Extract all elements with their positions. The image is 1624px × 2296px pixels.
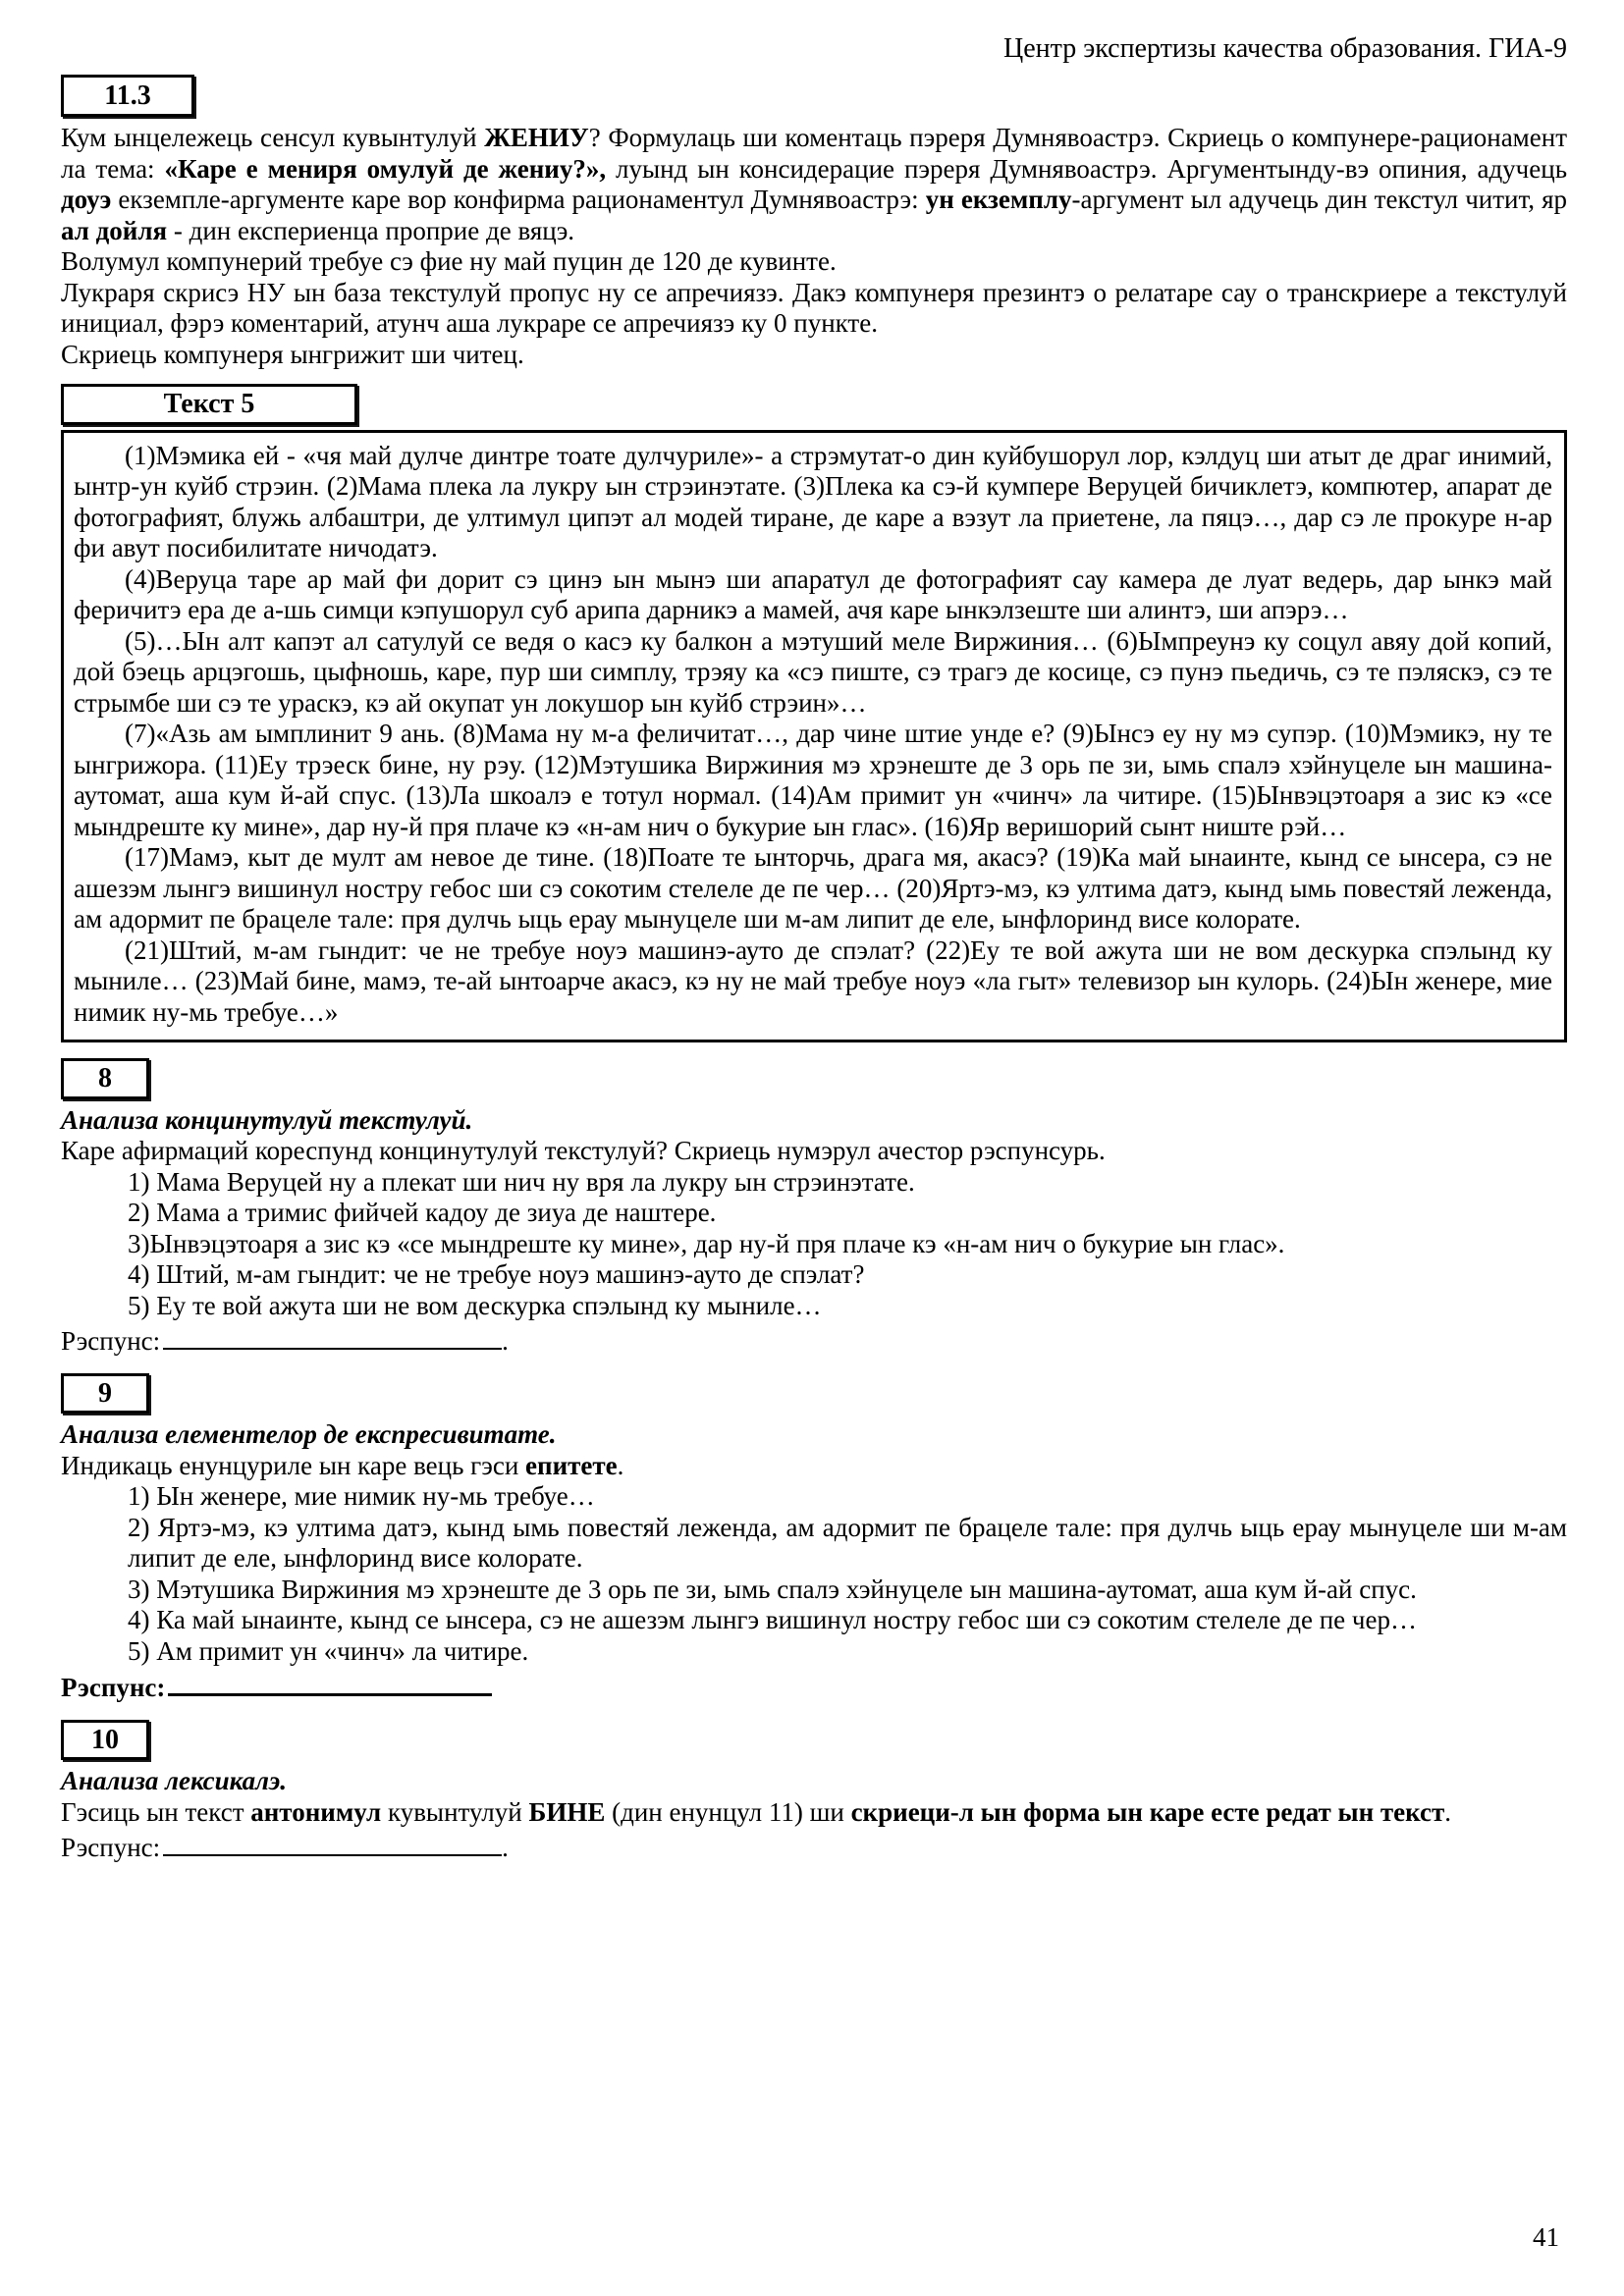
- question-segment: .: [1444, 1796, 1452, 1827]
- task-11-3-volume-note: Волумул компунерий требуе сэ фие ну май пуцин де 120 де кувинте.: [61, 246, 837, 276]
- question-segment: кувынтулуй: [381, 1796, 529, 1827]
- task-8-option-1: 1) Мама Веруцей ну а плекат ши нич ну вря ла лукру ын стрэинэтате.: [128, 1166, 915, 1197]
- task-9-options: [61, 1481, 1567, 1667]
- task-9-option-5: 5) Ам примит ун «чинч» ла читире.: [128, 1635, 529, 1666]
- task-9-answer-blank: [168, 1670, 492, 1696]
- task-8-answer-line: [61, 1324, 1567, 1358]
- task-10-question: [61, 1797, 1567, 1829]
- text5-label-box: [61, 384, 357, 425]
- text5-paragraph-3: (5)…Ын алт капэт ал сатулуй се ведя о касэ ку балкон а мэтуший меле Виржиния… (6)Ымпреунэ ку соцул авяу дой копий, дой бэець арцэгошь, цыфношь, каре, пур ши симплу, трэяу ка «сэ пиште, сэ трагэ де косице, сэ пунэ пьедичь, сэ те пэляскэ, сэ те стрымбе ши сэ те ураскэ, кэ ай окупат ун локушор ын куйб стрэин»…: [74, 625, 1552, 718]
- task-9-title: Анализа елементелор де експресивитате.: [61, 1419, 557, 1449]
- task-8-question: Каре афирмаций кореспунд концинутулуй текстулуй? Скриець нумэрул ачестор рэспунсурь.: [61, 1136, 1106, 1165]
- task-8-answer-blank: [163, 1324, 502, 1350]
- prompt-segment: ? Формулаць ши коментаць пэреря Думнявоастрэ. Скриець о компунере-рационамент ла тема:: [61, 123, 1567, 184]
- task-9-number: 9: [98, 1377, 112, 1409]
- task-9-option-3: 3) Мэтушика Виржиния мэ хрэнеште де 3 орь пе зи, ымь спалэ хэйнуцеле ын машина-аутомат, аша кум й-ай спус.: [128, 1574, 1417, 1604]
- task-8-number: 8: [98, 1063, 112, 1094]
- text5-paragraph-5: (17)Мамэ, кыт де мулт ам невое де тине. (18)Поате те ынторчь, драга мя, акасэ? (19)Ка май ынаинте, кынд се ынсера, сэ не ашезэм лынгэ вишинул ностру гебос ши сэ сокотим стелеле де пе чер… (20)Яртэ-мэ, кэ ултима датэ, кынд ымь повестяй леженда, ам адормит пе брацеле тале: пря дулчь ыць ерау мынуцеле ши м-ам липит де еле, ынфлоринд висе колорате.: [74, 842, 1552, 934]
- question-segment: (дин енунцул 11) ши: [605, 1796, 851, 1827]
- text5-paragraph-1: (1)Мэмика ей - «чя май дулче динтре тоате дулчуриле»- а стрэмутат-о дин куйбушорул лор, кэлдуц ши атыт де драг инимий, ынтр-ун куйб стрэин. (2)Мама плека ла лукру ын стрэинэтате. (3)Плека ка сэ-й кумпере Веруцей бичиклетэ, компютер, апарат де фотографият, блужь албаштри, де ултимул ципэт ал модей тиране, де каре а вэзут ла приетене, ла пяцэ…, дар сэ ле прокуре н-ар фи авут посибилитате ничодатэ.: [74, 440, 1552, 562]
- text5-box: [61, 430, 1567, 1043]
- task-9-option-1: 1) Ын женере, мие нимик ну-мь требуе…: [128, 1481, 595, 1511]
- task-8-option-3: 3)Ынвэцэтоаря а зис кэ «се мындреште ку мине», дар ну-й пря плаче кэ «н-ам нич о букурие ын глас».: [128, 1228, 1285, 1258]
- question-segment: .: [617, 1450, 624, 1480]
- question-segment-bold: антонимул: [250, 1796, 382, 1827]
- question-segment-bold: БИНЕ: [528, 1796, 606, 1827]
- question-segment-bold: скриеци-л ын форма ын каре есте редат ын текст: [850, 1796, 1445, 1827]
- task-10-answer-line: [61, 1831, 1567, 1864]
- prompt-segment-bold: доуэ: [61, 185, 112, 214]
- text5-paragraph-2: (4)Веруца таре ар май фи дорит сэ цинэ ын мынэ ши апаратул де фотографият сау камера де луат ведерь, дар ынкэ май феричитэ ера де а-шь симци кэпушорул суб арипа дарникэ а мамей, ачя каре ынкэлзеште ши алинтэ, ши апэрэ…: [74, 563, 1552, 624]
- prompt-segment: -аргумент ыл адучець дин текстул читит, яр: [1071, 185, 1568, 214]
- task-8-answer-suffix: .: [502, 1326, 509, 1356]
- prompt-segment: луынд ын консидерацие пэреря Думнявоастрэ. Аргументынду-вэ опиния, адучець: [606, 153, 1568, 184]
- task-9-question: [61, 1451, 1567, 1482]
- prompt-segment-bold: «Каре е мениря омулуй де жениу?»,: [164, 153, 607, 184]
- prompt-segment-bold: ЖЕНИУ: [484, 123, 589, 152]
- task-10-title: Анализа лексикалэ.: [61, 1766, 287, 1795]
- task-8-answer-label: Рэспунс:: [61, 1326, 161, 1356]
- prompt-segment: - дин експериенца проприе де вяцэ.: [167, 215, 575, 245]
- task-11-3-number-box: [61, 75, 194, 118]
- page-number: 41: [1533, 2221, 1559, 2252]
- prompt-segment-bold: ун екземплу: [925, 185, 1072, 214]
- task-8-number-box: [61, 1058, 149, 1099]
- task-11-3-warning-note: Лукраря скрисэ НУ ын база текстулуй пропус ну се апречиязэ. Дакэ компунеря презинтэ о релатаре сау о транскриере а текстулуй инициал, фэрэ коментарий, атунч аша лукраре се апречиязэ ку 0 пункте.: [61, 277, 1567, 338]
- task-10-answer-label: Рэспунс:: [61, 1833, 161, 1862]
- task-8-title: Анализа концинутулуй текстулуй.: [61, 1104, 473, 1135]
- task-10-answer-suffix: .: [502, 1833, 509, 1862]
- task-8-option-4: 4) Штий, м-ам гындит: че не требуе ноуэ машинэ-ауто де спэлат?: [128, 1259, 865, 1289]
- question-segment: Индикаць енунцуриле ын каре вець гэси: [61, 1450, 526, 1480]
- question-segment: Гэсиць ын текст: [61, 1796, 251, 1827]
- task-10-number: 10: [91, 1724, 119, 1755]
- task-9-option-4: 4) Ка май ынаинте, кынд се ынсера, сэ не ашезэм лынгэ вишинул ностру гебос ши сэ сокотим стелеле де пе чер…: [128, 1605, 1417, 1634]
- task-8-options: [61, 1167, 1567, 1322]
- task-11-3-prompt: [61, 123, 1567, 246]
- task-8-option-2: 2) Мама а тримис фийчей кадоу де зиуа де наштере.: [128, 1198, 717, 1227]
- prompt-segment-bold: ал дойля: [61, 215, 168, 245]
- task-9-answer-label: Рэспунс:: [61, 1673, 166, 1702]
- task-8-option-5: 5) Еу те вой ажута ши не вом дескурка спэлынд ку мыниле…: [128, 1290, 822, 1320]
- prompt-segment: Кум ынцележець сенсул кувынтулуй: [61, 123, 485, 152]
- task-10-number-box: [61, 1720, 149, 1761]
- text5-label: Текст 5: [163, 389, 255, 419]
- task-10-answer-blank: [163, 1831, 502, 1856]
- task-11-3-neat-note: Скриець компунеря ынгрижит ши читец.: [61, 339, 524, 369]
- task-9-answer-line: [61, 1670, 1567, 1704]
- question-segment-bold: епитете: [525, 1450, 618, 1480]
- task-9-number-box: [61, 1373, 149, 1415]
- text5-paragraph-4: (7)«Азь ам ымплинит 9 ань. (8)Мама ну м-а феличитат…, дар чине штие унде е? (9)Ынсэ еу ну мэ супэр. (10)Мэмикэ, ну те ынгрижора. (11)Еу трэеск бине, ну рэу. (12)Мэтушика Виржиния мэ хрэнеште де 3 орь пе зи, ымь спалэ хэйнуцеле ын машина-аутомат, аша кум й-ай спус. (13)Ла шкоалэ е тотул нормал. (14)Ам примит ун «чинч» ла читире. (15)Ынвэцэтоаря а зис кэ «се мындреште ку мине», дар ну-й пря плаче кэ «н-ам нич о букурие ын глас». (16)Яр веришорий сынт ниште рэй…: [74, 719, 1552, 841]
- task-9-option-2: 2) Яртэ-мэ, кэ ултима датэ, кынд ымь повестяй леженда, ам адормит пе брацеле тале: пря дулчь ыць ерау мынуцеле ши м-ам липит де еле, ынфлоринд висе колорате.: [128, 1512, 1567, 1573]
- page-header: Центр экспертизы качества образования. ГИА-9: [1003, 33, 1567, 64]
- task-11-3-number: 11.3: [104, 80, 151, 111]
- prompt-segment: екземпле-аргументе каре вор конфирма рационаментул Думнявоастрэ:: [111, 185, 926, 214]
- text5-paragraph-6: (21)Штий, м-ам гындит: че не требуе ноуэ машинэ-ауто де спэлат? (22)Еу те вой ажута ши не вом дескурка спэлынд ку мыниле… (23)Май бине, мамэ, те-ай ынтоарче акасэ, кэ ну не май требуе ноуэ «ла гыт» телевизор ын кулорь. (24)Ын женере, мие нимик ну-мь требуе…»: [74, 934, 1552, 1027]
